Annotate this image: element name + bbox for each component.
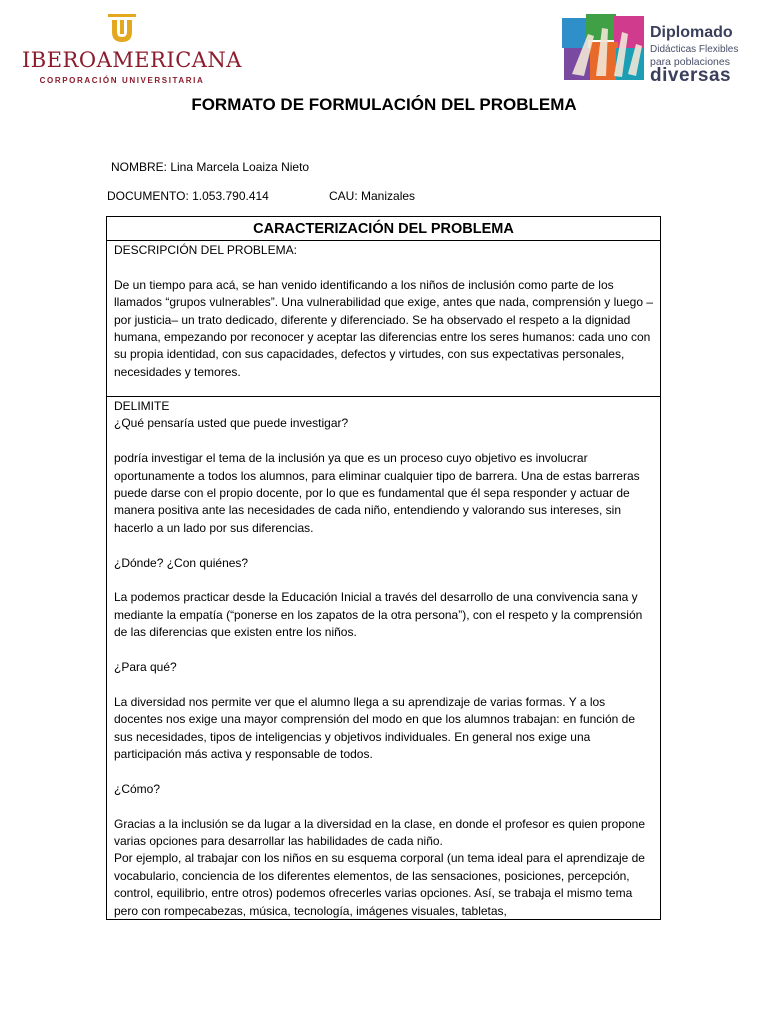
delimite-label: DELIMITE bbox=[114, 399, 170, 413]
question-para-que: ¿Para qué? bbox=[114, 660, 177, 675]
diplomado-title: Diplomado bbox=[650, 24, 733, 41]
diplomado-line3: diversas bbox=[650, 65, 732, 86]
brand-name: IBEROAMERICANA bbox=[22, 48, 242, 72]
diplomado-line1: Didácticas Flexibles bbox=[650, 44, 739, 55]
diplomado-line2: para poblaciones bbox=[650, 56, 730, 68]
table-header: CARACTERIZACIÓN DEL PROBLEMA bbox=[107, 217, 660, 241]
question-investigar: ¿Qué pensaría usted que puede investigar? bbox=[114, 416, 349, 431]
question-como: ¿Cómo? bbox=[114, 781, 161, 796]
document-title: FORMATO DE FORMULACIÓN DEL PROBLEMA bbox=[191, 95, 577, 114]
ibero-u-logo-icon bbox=[108, 14, 136, 44]
descripcion-text: De un tiempo para acá, se han venido identificando a los niños de inclusión como parte de los llamados “grupos vulnerables”. Una vulnerabilidad que exige, antes que nada, comprensión y luego –por justicia– un trato dedicado, diferente y diferenciado. Se ha observado el respeto a la dignidad humana, empezando por reconocer y aceptar las diferencias entre los seres humanos: cada uno con su propia identidad, con sus capacidades, defectos y virtudes, con sus expectativas personales, necesidades y temores. bbox=[114, 277, 654, 379]
answer-como-2: Por ejemplo, al trabajar con los niños en su esquema corporal (un tema ideal para el aprendizaje de vocabulario, conciencia de los diferentes elementos, de las sensaciones, posiciones, percepción, control, equilibrio, entre otros) podemos ofrecerles varias opciones. Así, se trabaja el mismo tema pero con rompecabezas, música, tecnología, imágenes visuales, tabletas, bbox=[114, 851, 645, 918]
problem-table bbox=[106, 216, 661, 920]
iberoamericana-logo bbox=[22, 14, 242, 85]
question-donde: ¿Dónde? ¿Con quiénes? bbox=[114, 555, 249, 570]
answer-como-1: Gracias a la inclusión se da lugar a la diversidad en la clase, en donde el profesor es quien propone varias opciones para desarrollar las habilidades de cada niño. bbox=[114, 816, 645, 849]
descripcion-section bbox=[107, 241, 660, 397]
nombre-field: NOMBRE: Lina Marcela Loaiza Nieto bbox=[111, 160, 310, 174]
diplomado-hands-icon bbox=[562, 14, 644, 82]
answer-investigar: podría investigar el tema de la inclusión ya que es un proceso cuyo objetivo es involucrar oportunamente a todos los alumnos, para eliminar cualquier tipo de barrera. Una de estas barreras puede darse con el propio docente, por lo que es fundamental que él sepa responder y actuar de manera positiva ante las necesidades de cada niño, entendiendo y valorando sus intereses, sin hacerlo a un lado por sus diferencias. bbox=[114, 451, 640, 535]
answer-para-que: La diversidad nos permite ver que el alumno llega a su aprendizaje de varias formas. Y a los docentes nos exige una mayor comprensión del modo en que los alumnos trabajan: en función de sus necesidades, tipos de inteligencias y objetivos individuales. En general nos exige una participación más activa y responsable de todos. bbox=[114, 694, 635, 762]
answer-donde: La podemos practicar desde la Educación Inicial a través del desarrollo de una convivencia sana y mediante la empatía (“ponerse en los zapatos de la otra persona”), con el respeto y la comprensión de las diferencias que existen entre los niños. bbox=[114, 590, 643, 640]
descripcion-label: DESCRIPCIÓN DEL PROBLEMA: bbox=[114, 243, 297, 257]
diplomado-logo bbox=[560, 14, 740, 84]
delimite-section bbox=[107, 397, 660, 920]
brand-subtitle: CORPORACIÓN UNIVERSITARIA bbox=[39, 76, 205, 85]
documento-field: DOCUMENTO: 1.053.790.414 bbox=[107, 189, 269, 203]
cau-field: CAU: Manizales bbox=[329, 189, 416, 203]
